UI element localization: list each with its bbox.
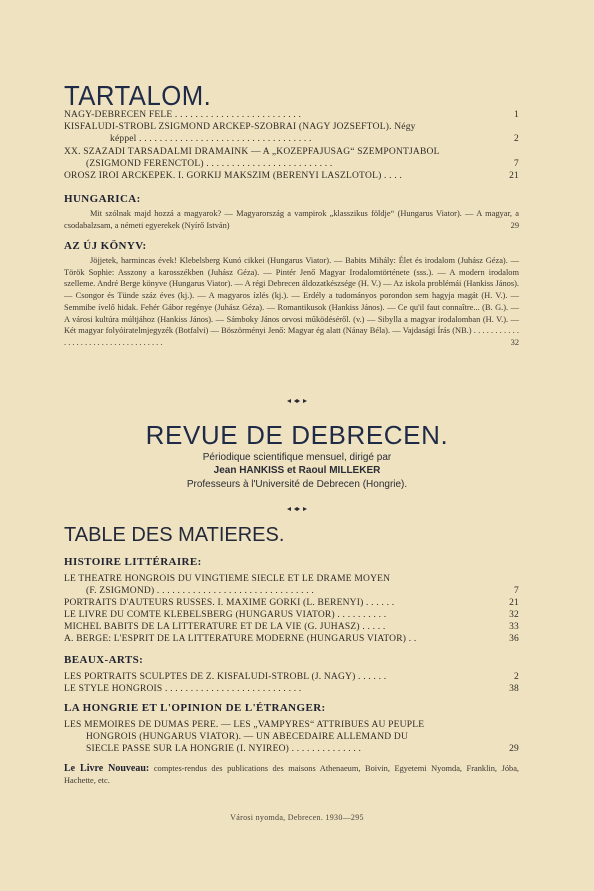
histoire-heading: HISTOIRE LITTÉRAIRE: bbox=[64, 556, 202, 568]
revue-title: REVUE DE DEBRECEN. bbox=[145, 420, 449, 450]
ornament-divider-icon bbox=[286, 398, 308, 404]
toc-entry: MICHEL BABITS DE LA LITTÉRATURE ET DE LA VIE (G. JUHÁSZ) . . . . . 33 bbox=[64, 622, 519, 632]
konyv-heading: AZ ÚJ KÖNYV: bbox=[64, 240, 147, 252]
toc-entry: LE THÉATRE HONGROIS DU VINGTIEME SIECLE ET LE DRAME MOYEN bbox=[64, 574, 391, 584]
toc-entry: (F. ZSIGMOND) . . . . . . . . . . . . . . . . . . . . . . . . . . . . . . . 7 bbox=[86, 586, 519, 596]
revue-subtitle: Périodique scientifique mensuel, dirigé par bbox=[202, 452, 392, 463]
revue-editors: Jean HANKISS et Raoul MILLEKER bbox=[213, 465, 381, 476]
hungarica-heading: HUNGARICA: bbox=[64, 193, 141, 205]
toc-entry: KISFALUDI-STROBL ZSIGMOND ARCKÉP-SZOBRAI (NAGY JÓZSEFTŐL). Négy bbox=[64, 122, 416, 132]
printer-footer: Városi nyomda, Debrecen. 1930—295 bbox=[230, 813, 364, 822]
toc-entry: A. BERGE: L'ESPRIT DE LA LITTÉRATURE MODERNE (HUNGARUS VIATOR) . . 36 bbox=[64, 634, 519, 644]
hungarica-text: Mit szólnak majd hozzá a magyarok? — Magyarország a vampirok „klasszikus földje“ (Hungarus Viator). — A magyar, a csodabalzsam, a németi egyerekek (Nyírő István) 29 bbox=[64, 209, 519, 230]
livre-nouveau: Le Livre Nouveau: comptes-rendus des publications des maisons Athenaeum, Boivin, Egyetemi Nyomda, Franklin, Jóba, Hachette, etc. bbox=[64, 763, 520, 785]
toc-entry: XX. SZÁZADI TÁRSADALMI DRÁMÁINK — A „KÖZÉPFAJÚSÁG“ SZEMPONTJÁBÓL bbox=[64, 147, 440, 157]
toc-entry: NAGY-DEBRECEN FELÉ . . . . . . . . . . . . . . . . . . . . . . . . . 1 bbox=[64, 110, 519, 120]
toc-entry: PORTRAITS D'AUTEURS RUSSES. I. MAXIME GORKI (L. BERÉNYI) . . . . . . 21 bbox=[64, 598, 519, 608]
tartalom-title: TARTALOM. bbox=[64, 80, 212, 111]
ornament-divider-icon bbox=[286, 506, 308, 512]
toc-entry: LE STYLE HONGROIS . . . . . . . . . . . . . . . . . . . . . . . . . . . 38 bbox=[64, 684, 519, 694]
table-title: TABLE DES MATIERES. bbox=[64, 524, 285, 546]
toc-entry: OROSZ ÍRÓI ARCKÉPEK. I. GORKIJ MAKSZIM (BERÉNYI LÁSZLÓTÓL) . . . . 21 bbox=[64, 171, 519, 181]
toc-entry: HONGROIS (HUNGARUS VIATOR). — UN ABÉCÉDAIRE ALLEMAND DU bbox=[86, 732, 409, 742]
toc-entry: LES MÉMOIRES DE DUMAS PERE. — LES „VAMPYRES“ ATTRIBUÉS AU PEUPLE bbox=[64, 720, 425, 730]
toc-entry: (ZSIGMOND FERENCTŐL) . . . . . . . . . . . . . . . . . . . . . . . . . 7 bbox=[86, 159, 519, 169]
toc-entry: SIÈCLE PASSÉ SUR LA HONGRIE (I. NYIRÉŐ) . . . . . . . . . . . . . . 29 bbox=[86, 744, 519, 754]
toc-entry: LE LIVRE DU COMTE KLEBELSBERG (HUNGARUS VIATOR) . . . . . . . . . . 32 bbox=[64, 610, 519, 620]
konyv-text: Jöjjetek, harmincas évek! Klebelsberg Kunó cikkei (Hungarus Viator). — Babits Mihály: Élet és irodalom (Juhász Géza). — Török Sophie: Asszony a karosszékben (Juhász Géza). — Pintér Jenő Magyar Irodalomtörténete (sss.). — A modern irodalom szelleme. André Berge könyve (Hungarus Viator). — A régi Debrecen áldozatkészsége (H. V.) — Az iskola problémái (Hankiss János). — Csongor és Tünde száz éves (kj.). — A magyaros ízlés (kj.). — Erdély a tudományos porondon sem hagyja magát (H. V.). — Semmibe ívelő hidak. Fehér Gábor regénye (Juhász Géza). — Romantikusok (Hankiss János). — Ce qu'il faut connaître... (B. G.). — A városi kultúra múltjához (Hankiss János). — Sámboky János orvosi működéséről. (v.) — Sibylla a magyar irodalomban (H. V.). — Két magyar folyóiratelmjegyzék (Botfalvi) — Böszörményi Jenő: Magyar ég alatt (Nánay Béla). — Vajdasági Írás (NB.) . . . . . . . . . . . . . . . . . . . . . . . . . . . . . . . . . . . 32 bbox=[64, 256, 519, 347]
hongrie-heading: LA HONGRIE ET L'OPINION DE L'ÉTRANGER: bbox=[64, 702, 326, 714]
revue-affiliation: Professeurs à l'Université de Debrecen (Hongrie). bbox=[186, 479, 408, 490]
toc-entry: LES PORTRAITS SCULPTÉS DE Z. KISFALUDI-STROBL (J. NAGY) . . . . . . 2 bbox=[64, 672, 519, 682]
toc-entry: képpel . . . . . . . . . . . . . . . . . . . . . . . . . . . . . . . . . . 2 bbox=[110, 134, 519, 144]
beaux-arts-heading: BEAUX-ARTS: bbox=[64, 654, 144, 666]
